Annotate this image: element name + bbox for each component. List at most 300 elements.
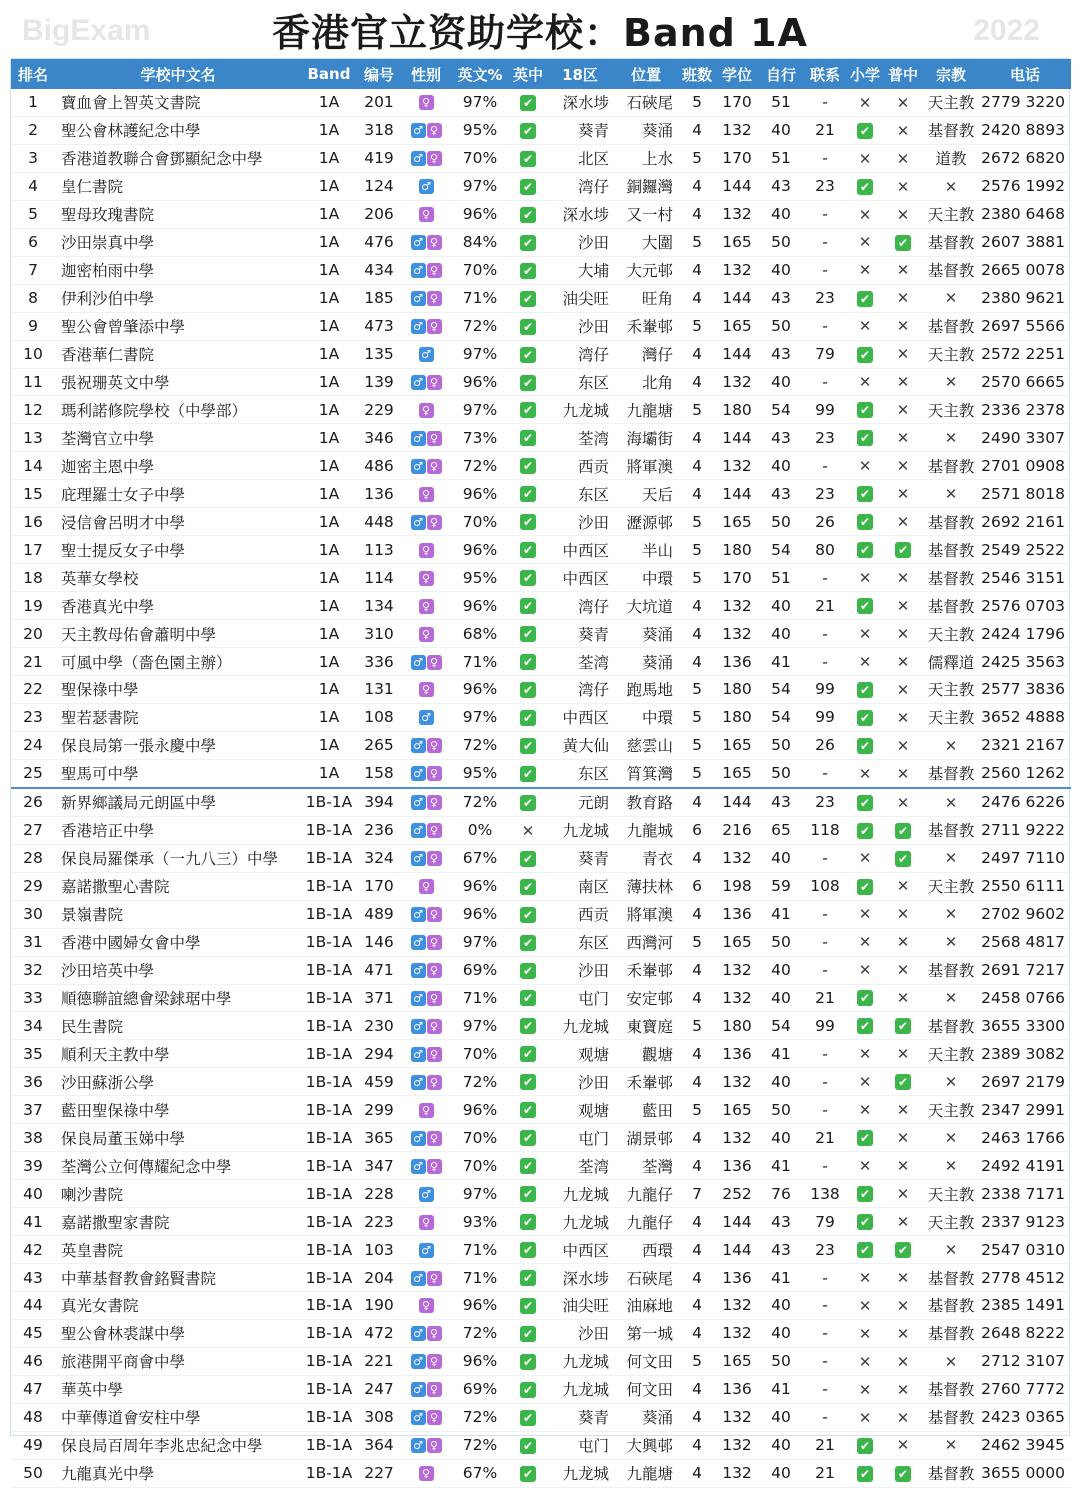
cell-link: - bbox=[803, 1347, 847, 1375]
check-icon: ✔ bbox=[520, 486, 536, 502]
cell-general bbox=[883, 1208, 923, 1236]
check-icon: ✔ bbox=[520, 1410, 536, 1426]
cell-general bbox=[883, 284, 923, 312]
cell-gender bbox=[401, 1264, 451, 1292]
cell-phone: 2697 5566 bbox=[979, 312, 1071, 340]
cell-band: 1B-1A bbox=[301, 872, 357, 900]
cell-self: 43 bbox=[759, 480, 803, 508]
check-icon: ✔ bbox=[857, 1438, 873, 1454]
cell-general bbox=[883, 1068, 923, 1096]
cell-religion bbox=[923, 284, 979, 312]
cell-phone: 2672 6820 bbox=[979, 144, 1071, 172]
cell-phone: 2380 9621 bbox=[979, 284, 1071, 312]
cell-religion: 天主教 bbox=[923, 676, 979, 704]
cell-places: 144 bbox=[715, 480, 759, 508]
cell-link: - bbox=[803, 256, 847, 284]
male-icon: ♂ bbox=[411, 1438, 426, 1453]
cell-school-name: 旅港開平商會中學 bbox=[55, 1347, 301, 1375]
check-icon: ✔ bbox=[857, 738, 873, 754]
cross-icon: ✕ bbox=[858, 373, 872, 392]
check-icon: ✔ bbox=[895, 1466, 911, 1482]
cell-school-name: 張祝珊英文中學 bbox=[55, 368, 301, 396]
cell-english-pct: 97% bbox=[451, 89, 509, 116]
table-row bbox=[11, 1096, 1071, 1124]
cell-phone: 2697 2179 bbox=[979, 1068, 1071, 1096]
cell-english-pct: 97% bbox=[451, 703, 509, 731]
cell-district: 荃湾 bbox=[547, 424, 613, 452]
cell-location: 中環 bbox=[613, 564, 679, 592]
cell-school-name: 庇理羅士女子中學 bbox=[55, 480, 301, 508]
cross-icon: ✕ bbox=[896, 457, 910, 476]
cell-primary bbox=[847, 1208, 883, 1236]
cell-primary bbox=[847, 1264, 883, 1292]
cell-religion bbox=[923, 928, 979, 956]
cell-religion: 基督教 bbox=[923, 1264, 979, 1292]
cell-english-medium bbox=[509, 1180, 547, 1208]
cell-places: 216 bbox=[715, 816, 759, 844]
check-icon: ✔ bbox=[857, 402, 873, 418]
table-row bbox=[11, 1459, 1071, 1487]
cell-band: 1B-1A bbox=[301, 1040, 357, 1068]
cell-district: 中西区 bbox=[547, 536, 613, 564]
cell-district: 九龙城 bbox=[547, 1347, 613, 1375]
cell-english-pct: 96% bbox=[451, 200, 509, 228]
cell-phone: 2380 6468 bbox=[979, 200, 1071, 228]
cell-general bbox=[883, 956, 923, 984]
male-icon: ♂ bbox=[411, 991, 426, 1006]
cell-primary bbox=[847, 116, 883, 144]
cell-english-pct: 96% bbox=[451, 480, 509, 508]
check-icon: ✔ bbox=[520, 1466, 536, 1482]
cell-general bbox=[883, 984, 923, 1012]
cell-gender bbox=[401, 816, 451, 844]
check-icon: ✔ bbox=[857, 1214, 873, 1230]
cell-school-name: 景嶺書院 bbox=[55, 900, 301, 928]
cell-school-name: 伊利沙伯中學 bbox=[55, 284, 301, 312]
cell-english-medium bbox=[509, 900, 547, 928]
cell-classes: 4 bbox=[679, 452, 715, 480]
cell-places: 144 bbox=[715, 788, 759, 816]
cell-code: 247 bbox=[357, 1375, 401, 1403]
cell-places: 136 bbox=[715, 1264, 759, 1292]
cell-english-medium bbox=[509, 1096, 547, 1124]
cell-religion bbox=[923, 1124, 979, 1152]
cell-classes: 4 bbox=[679, 200, 715, 228]
female-icon: ♀ bbox=[427, 766, 442, 781]
cell-classes: 5 bbox=[679, 536, 715, 564]
male-icon: ♂ bbox=[411, 1019, 426, 1034]
cell-code: 448 bbox=[357, 508, 401, 536]
cell-classes: 5 bbox=[679, 703, 715, 731]
cell-general bbox=[883, 1431, 923, 1459]
table-row bbox=[11, 1040, 1071, 1068]
cell-self: 43 bbox=[759, 172, 803, 200]
cell-gender bbox=[401, 1431, 451, 1459]
check-icon: ✔ bbox=[520, 1130, 536, 1146]
male-icon: ♂ bbox=[411, 151, 426, 166]
cell-self: 40 bbox=[759, 844, 803, 872]
cell-location: 將軍澳 bbox=[613, 900, 679, 928]
table-row bbox=[11, 592, 1071, 620]
cell-location: 安定邨 bbox=[613, 984, 679, 1012]
table-row bbox=[11, 676, 1071, 704]
cell-gender bbox=[401, 424, 451, 452]
cross-icon: ✕ bbox=[896, 736, 910, 755]
cell-places: 132 bbox=[715, 592, 759, 620]
cell-gender bbox=[401, 144, 451, 172]
cell-classes: 4 bbox=[679, 1068, 715, 1096]
cell-band: 1A bbox=[301, 340, 357, 368]
check-icon: ✔ bbox=[520, 1242, 536, 1258]
check-icon: ✔ bbox=[857, 291, 873, 307]
table-row bbox=[11, 536, 1071, 564]
table-row bbox=[11, 984, 1071, 1012]
cell-gender bbox=[401, 508, 451, 536]
cell-primary bbox=[847, 536, 883, 564]
cell-religion: 基督教 bbox=[923, 1319, 979, 1347]
cell-rank: 41 bbox=[11, 1208, 55, 1236]
gender-icons bbox=[419, 1187, 434, 1202]
check-icon: ✔ bbox=[857, 710, 873, 726]
cell-code: 365 bbox=[357, 1124, 401, 1152]
cell-self: 54 bbox=[759, 536, 803, 564]
check-icon: ✔ bbox=[895, 851, 911, 867]
cell-phone: 3652 4888 bbox=[979, 703, 1071, 731]
cell-rank: 10 bbox=[11, 340, 55, 368]
cell-school-name: 天主教母佑會蕭明中學 bbox=[55, 620, 301, 648]
cell-general bbox=[883, 1459, 923, 1487]
cross-icon: ✕ bbox=[896, 177, 910, 196]
check-icon: ✔ bbox=[857, 1018, 873, 1034]
cell-district: 屯门 bbox=[547, 1431, 613, 1459]
female-icon: ♀ bbox=[419, 1103, 434, 1118]
cell-district: 西贡 bbox=[547, 900, 613, 928]
cell-religion: 基督教 bbox=[923, 1291, 979, 1319]
cell-phone: 2423 0365 bbox=[979, 1403, 1071, 1431]
cross-icon: ✕ bbox=[858, 1156, 872, 1175]
cross-icon: ✕ bbox=[858, 933, 872, 952]
cross-icon: ✕ bbox=[896, 1324, 910, 1343]
cell-primary bbox=[847, 312, 883, 340]
cell-self: 43 bbox=[759, 340, 803, 368]
cell-school-name: 聖公會林護紀念中學 bbox=[55, 116, 301, 144]
header-phone: 电话 bbox=[979, 59, 1071, 89]
cell-district: 深水埗 bbox=[547, 200, 613, 228]
cell-phone: 2463 1766 bbox=[979, 1124, 1071, 1152]
cell-primary bbox=[847, 1347, 883, 1375]
cell-places: 165 bbox=[715, 312, 759, 340]
cell-band: 1B-1A bbox=[301, 984, 357, 1012]
cell-location: 海壩街 bbox=[613, 424, 679, 452]
cell-english-pct: 72% bbox=[451, 312, 509, 340]
cell-band: 1B-1A bbox=[301, 844, 357, 872]
cross-icon: ✕ bbox=[896, 1184, 910, 1203]
cell-primary bbox=[847, 592, 883, 620]
cell-school-name: 聖公會林裘謀中學 bbox=[55, 1319, 301, 1347]
cell-district: 葵青 bbox=[547, 1403, 613, 1431]
cell-link: 23 bbox=[803, 172, 847, 200]
cell-district: 九龙城 bbox=[547, 1012, 613, 1040]
check-icon: ✔ bbox=[857, 514, 873, 530]
cell-band: 1A bbox=[301, 200, 357, 228]
cell-english-medium bbox=[509, 1431, 547, 1459]
cell-gender bbox=[401, 676, 451, 704]
cell-link: - bbox=[803, 564, 847, 592]
table-row bbox=[11, 228, 1071, 256]
cell-self: 43 bbox=[759, 424, 803, 452]
female-icon: ♀ bbox=[427, 459, 442, 474]
cell-school-name: 順德聯誼總會梁銶琚中學 bbox=[55, 984, 301, 1012]
gender-icons bbox=[419, 1103, 434, 1118]
gender-icons bbox=[411, 291, 442, 306]
table-row bbox=[11, 89, 1071, 116]
cross-icon: ✕ bbox=[944, 1073, 958, 1092]
cell-rank: 38 bbox=[11, 1124, 55, 1152]
female-icon: ♀ bbox=[427, 1354, 442, 1369]
cell-gender bbox=[401, 452, 451, 480]
check-icon: ✔ bbox=[520, 1158, 536, 1174]
table-row bbox=[11, 200, 1071, 228]
cell-link: - bbox=[803, 759, 847, 787]
cell-english-pct: 93% bbox=[451, 1208, 509, 1236]
cell-english-pct: 70% bbox=[451, 1152, 509, 1180]
cell-english-pct: 72% bbox=[451, 1403, 509, 1431]
cell-location: 九龍仔 bbox=[613, 1180, 679, 1208]
cell-link: 21 bbox=[803, 116, 847, 144]
cross-icon: ✕ bbox=[896, 933, 910, 952]
cell-self: 40 bbox=[759, 200, 803, 228]
check-icon: ✔ bbox=[520, 402, 536, 418]
check-icon: ✔ bbox=[520, 710, 536, 726]
cell-english-pct: 67% bbox=[451, 1459, 509, 1487]
cell-district: 九龙城 bbox=[547, 816, 613, 844]
cell-self: 43 bbox=[759, 1208, 803, 1236]
cell-english-medium bbox=[509, 396, 547, 424]
cell-self: 51 bbox=[759, 564, 803, 592]
cell-primary bbox=[847, 1152, 883, 1180]
cell-code: 227 bbox=[357, 1459, 401, 1487]
cell-location: 青衣 bbox=[613, 844, 679, 872]
cell-self: 40 bbox=[759, 1403, 803, 1431]
check-icon: ✔ bbox=[520, 1046, 536, 1062]
cell-rank: 22 bbox=[11, 676, 55, 704]
gender-icons bbox=[411, 431, 442, 446]
table-body bbox=[11, 89, 1071, 1487]
cell-classes: 5 bbox=[679, 564, 715, 592]
cell-code: 471 bbox=[357, 956, 401, 984]
cross-icon: ✕ bbox=[944, 1156, 958, 1175]
cross-icon: ✕ bbox=[896, 1380, 910, 1399]
cell-classes: 7 bbox=[679, 1180, 715, 1208]
male-icon: ♂ bbox=[411, 1410, 426, 1425]
cell-religion bbox=[923, 1431, 979, 1459]
check-icon: ✔ bbox=[520, 151, 536, 167]
cell-district: 东区 bbox=[547, 368, 613, 396]
cell-classes: 5 bbox=[679, 312, 715, 340]
cell-link: 21 bbox=[803, 592, 847, 620]
gender-icons bbox=[419, 710, 434, 725]
cell-primary bbox=[847, 1124, 883, 1152]
cell-gender bbox=[401, 1124, 451, 1152]
cell-code: 131 bbox=[357, 676, 401, 704]
watermark-left: BigExam bbox=[22, 14, 151, 47]
gender-icons bbox=[411, 655, 442, 670]
cell-religion: 基督教 bbox=[923, 116, 979, 144]
table-row bbox=[11, 1180, 1071, 1208]
cell-general bbox=[883, 144, 923, 172]
gender-icons bbox=[419, 1215, 434, 1230]
male-icon: ♂ bbox=[411, 851, 426, 866]
cell-places: 132 bbox=[715, 1459, 759, 1487]
cell-gender bbox=[401, 480, 451, 508]
cell-school-name: 嘉諾撒聖心書院 bbox=[55, 872, 301, 900]
cell-places: 165 bbox=[715, 1347, 759, 1375]
cross-icon: ✕ bbox=[896, 1436, 910, 1455]
table-row bbox=[11, 508, 1071, 536]
cell-english-pct: 72% bbox=[451, 1431, 509, 1459]
cell-general bbox=[883, 731, 923, 759]
cell-places: 144 bbox=[715, 340, 759, 368]
cell-self: 51 bbox=[759, 144, 803, 172]
cell-rank: 3 bbox=[11, 144, 55, 172]
cell-primary bbox=[847, 1403, 883, 1431]
cell-school-name: 九龍真光中學 bbox=[55, 1459, 301, 1487]
cell-location: 禾輋邨 bbox=[613, 956, 679, 984]
cell-school-name: 迦密柏雨中學 bbox=[55, 256, 301, 284]
gender-icons bbox=[419, 207, 434, 222]
cross-icon: ✕ bbox=[896, 261, 910, 280]
cell-phone: 2338 7171 bbox=[979, 1180, 1071, 1208]
cell-phone: 2692 2161 bbox=[979, 508, 1071, 536]
header-places: 学位 bbox=[715, 59, 759, 89]
cell-primary bbox=[847, 648, 883, 676]
cross-icon: ✕ bbox=[896, 1045, 910, 1064]
table-row bbox=[11, 1068, 1071, 1096]
cell-link: 21 bbox=[803, 1459, 847, 1487]
cell-district: 九龙城 bbox=[547, 1459, 613, 1487]
check-icon: ✔ bbox=[520, 907, 536, 923]
cell-primary bbox=[847, 340, 883, 368]
cell-religion: 基督教 bbox=[923, 536, 979, 564]
cross-icon: ✕ bbox=[896, 149, 910, 168]
cell-gender bbox=[401, 200, 451, 228]
female-icon: ♀ bbox=[419, 599, 434, 614]
cell-rank: 27 bbox=[11, 816, 55, 844]
header-band: Band bbox=[301, 59, 357, 89]
cell-code: 114 bbox=[357, 564, 401, 592]
cell-code: 136 bbox=[357, 480, 401, 508]
cell-primary bbox=[847, 1012, 883, 1040]
cell-rank: 6 bbox=[11, 228, 55, 256]
cell-school-name: 聖母玫瑰書院 bbox=[55, 200, 301, 228]
cell-district: 湾仔 bbox=[547, 172, 613, 200]
cell-link: - bbox=[803, 1291, 847, 1319]
header-gender: 性别 bbox=[401, 59, 451, 89]
cell-district: 中西区 bbox=[547, 703, 613, 731]
cross-icon: ✕ bbox=[944, 1436, 958, 1455]
cell-english-medium bbox=[509, 703, 547, 731]
cell-rank: 11 bbox=[11, 368, 55, 396]
cell-district: 西贡 bbox=[547, 452, 613, 480]
cell-gender bbox=[401, 844, 451, 872]
cell-english-pct: 72% bbox=[451, 788, 509, 816]
cell-gender bbox=[401, 592, 451, 620]
female-icon: ♀ bbox=[427, 935, 442, 950]
cell-rank: 39 bbox=[11, 1152, 55, 1180]
gender-icons bbox=[419, 1243, 434, 1258]
cell-gender bbox=[401, 984, 451, 1012]
cell-school-name: 保良局董玉娣中學 bbox=[55, 1124, 301, 1152]
table-row bbox=[11, 424, 1071, 452]
cell-location: 九龍塘 bbox=[613, 396, 679, 424]
cell-self: 65 bbox=[759, 816, 803, 844]
cell-religion: 儒釋道 bbox=[923, 648, 979, 676]
cross-icon: ✕ bbox=[858, 1268, 872, 1287]
cross-icon: ✕ bbox=[896, 1352, 910, 1371]
cell-english-medium bbox=[509, 872, 547, 900]
cross-icon: ✕ bbox=[944, 1128, 958, 1147]
table-row bbox=[11, 872, 1071, 900]
male-icon: ♂ bbox=[411, 1159, 426, 1174]
cell-phone: 2462 3945 bbox=[979, 1431, 1071, 1459]
cross-icon: ✕ bbox=[896, 680, 910, 699]
cell-general bbox=[883, 1096, 923, 1124]
table-row bbox=[11, 480, 1071, 508]
cell-self: 50 bbox=[759, 228, 803, 256]
cell-places: 132 bbox=[715, 368, 759, 396]
cell-district: 葵青 bbox=[547, 620, 613, 648]
male-icon: ♂ bbox=[411, 655, 426, 670]
male-icon: ♂ bbox=[411, 1047, 426, 1062]
cell-rank: 30 bbox=[11, 900, 55, 928]
cell-classes: 5 bbox=[679, 731, 715, 759]
check-icon: ✔ bbox=[520, 598, 536, 614]
cell-english-medium bbox=[509, 1375, 547, 1403]
cell-district: 观塘 bbox=[547, 1096, 613, 1124]
cell-code: 472 bbox=[357, 1319, 401, 1347]
cell-school-name: 保良局百周年李兆忠紀念中學 bbox=[55, 1431, 301, 1459]
cell-primary bbox=[847, 900, 883, 928]
cell-rank: 37 bbox=[11, 1096, 55, 1124]
female-icon: ♀ bbox=[427, 1019, 442, 1034]
male-icon: ♂ bbox=[411, 766, 426, 781]
check-icon: ✔ bbox=[857, 1186, 873, 1202]
cell-band: 1B-1A bbox=[301, 1347, 357, 1375]
cell-places: 144 bbox=[715, 1208, 759, 1236]
cell-general bbox=[883, 228, 923, 256]
cell-band: 1A bbox=[301, 536, 357, 564]
cell-religion bbox=[923, 172, 979, 200]
cell-code: 336 bbox=[357, 648, 401, 676]
cell-self: 54 bbox=[759, 1012, 803, 1040]
table-row bbox=[11, 731, 1071, 759]
cell-band: 1A bbox=[301, 172, 357, 200]
cell-link: - bbox=[803, 1264, 847, 1292]
cell-primary bbox=[847, 620, 883, 648]
cell-general bbox=[883, 620, 923, 648]
cell-primary bbox=[847, 703, 883, 731]
cell-english-medium bbox=[509, 984, 547, 1012]
cell-gender bbox=[401, 788, 451, 816]
cell-phone: 2389 3082 bbox=[979, 1040, 1071, 1068]
cell-phone: 2420 8893 bbox=[979, 116, 1071, 144]
cell-phone: 2572 2251 bbox=[979, 340, 1071, 368]
cell-link: - bbox=[803, 900, 847, 928]
cell-classes: 4 bbox=[679, 984, 715, 1012]
cell-general bbox=[883, 1375, 923, 1403]
header-school-name: 学校中文名 bbox=[55, 59, 301, 89]
cell-religion bbox=[923, 1347, 979, 1375]
